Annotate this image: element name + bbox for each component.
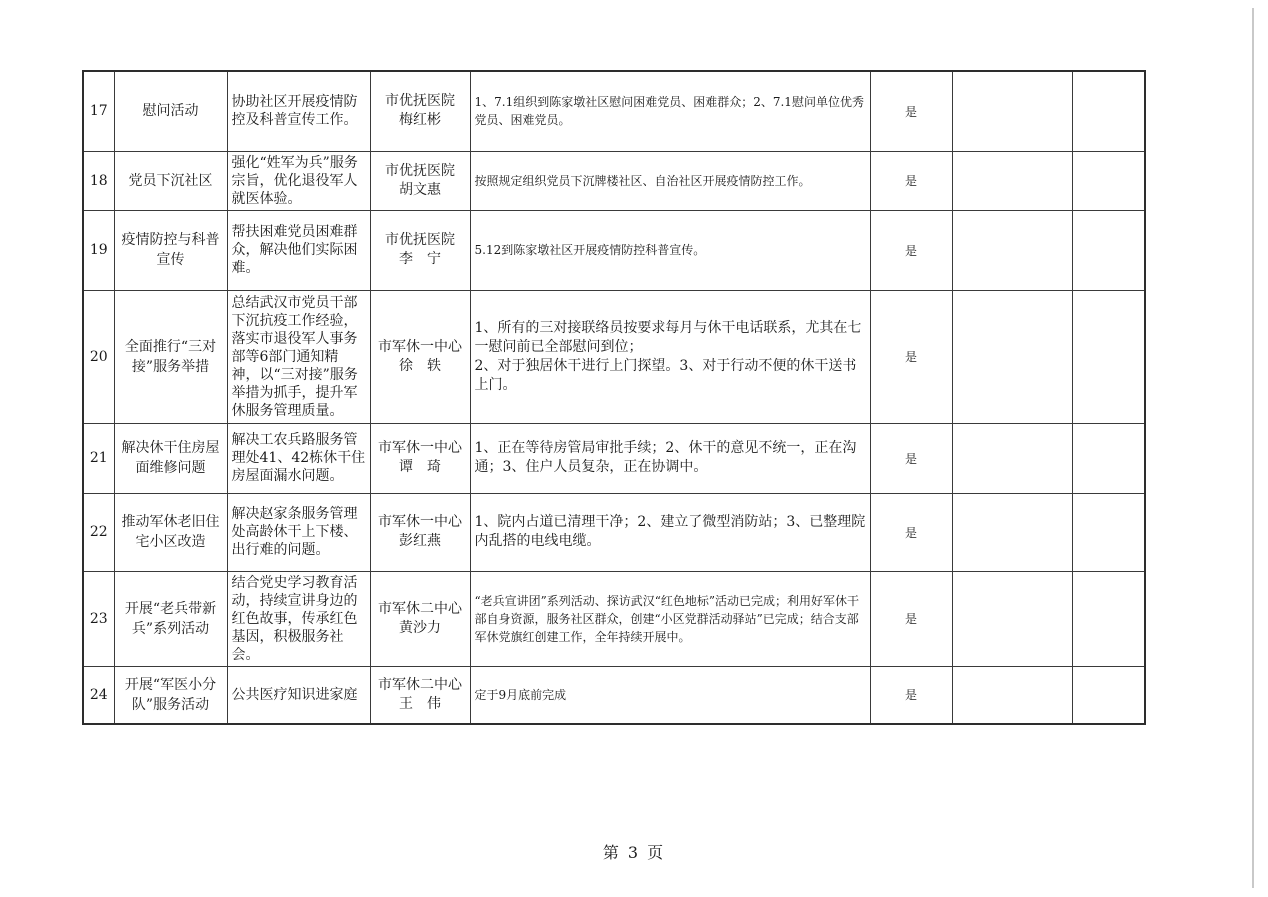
blank-cell xyxy=(1072,290,1145,423)
completed-flag: 是 xyxy=(870,571,952,666)
completed-flag: 是 xyxy=(870,423,952,493)
progress-note: 1、所有的三对接联络员按要求每月与休干电话联系，尤其在七一慰问前已全部慰问到位； 2、对于独居休干进行上门探望。3、对于行动不便的休干送书上门。 xyxy=(470,290,870,423)
progress-note: “老兵宣讲团”系列活动、探访武汉“红色地标”活动已完成；利用好军休干部自身资源，服务社区群众，创建“小区党群活动驿站”已完成；结合支部军休党旗红创建工作，全年持续开展中。 xyxy=(470,571,870,666)
blank-cell xyxy=(952,666,1072,724)
blank-cell xyxy=(1072,151,1145,210)
progress-note: 1、正在等待房管局审批手续；2、休干的意见不统一，正在沟通；3、住户人员复杂，正在协调中。 xyxy=(470,423,870,493)
progress-note: 按照规定组织党员下沉牌楼社区、自治社区开展疫情防控工作。 xyxy=(470,151,870,210)
blank-cell xyxy=(952,493,1072,571)
task-name: 开展“军医小分队”服务活动 xyxy=(114,666,227,724)
blank-cell xyxy=(952,210,1072,290)
row-number: 23 xyxy=(83,571,114,666)
table-row xyxy=(83,71,1145,151)
responsible-unit: 市军休一中心 徐 轶 xyxy=(370,290,470,423)
table-row xyxy=(83,423,1145,493)
blank-cell xyxy=(1072,210,1145,290)
progress-note: 定于9月底前完成 xyxy=(470,666,870,724)
table-row xyxy=(83,290,1145,423)
row-number: 21 xyxy=(83,423,114,493)
task-name: 党员下沉社区 xyxy=(114,151,227,210)
task-name: 解决休干住房屋面维修问题 xyxy=(114,423,227,493)
table-row xyxy=(83,666,1145,724)
task-name: 慰问活动 xyxy=(114,71,227,151)
blank-cell xyxy=(952,423,1072,493)
responsible-unit: 市军休一中心 谭 琦 xyxy=(370,423,470,493)
responsible-unit: 市军休二中心 黄沙力 xyxy=(370,571,470,666)
blank-cell xyxy=(952,571,1072,666)
completed-flag: 是 xyxy=(870,493,952,571)
blank-cell xyxy=(952,290,1072,423)
task-goal: 结合党史学习教育活动，持续宣讲身边的红色故事，传承红色基因，积极服务社会。 xyxy=(227,571,370,666)
row-number: 22 xyxy=(83,493,114,571)
scan-edge-line xyxy=(1252,8,1254,888)
task-goal: 解决工农兵路服务管理处41、42栋休干住房屋面漏水问题。 xyxy=(227,423,370,493)
responsible-unit: 市优抚医院 梅红彬 xyxy=(370,71,470,151)
completed-flag: 是 xyxy=(870,666,952,724)
row-number: 18 xyxy=(83,151,114,210)
responsible-unit: 市军休一中心 彭红燕 xyxy=(370,493,470,571)
responsible-unit: 市军休二中心 王 伟 xyxy=(370,666,470,724)
task-name: 全面推行“三对接”服务举措 xyxy=(114,290,227,423)
responsible-unit: 市优抚医院 胡文惠 xyxy=(370,151,470,210)
row-number: 24 xyxy=(83,666,114,724)
progress-note: 1、7.1组织到陈家墩社区慰问困难党员、困难群众；2、7.1慰问单位优秀党员、困难党员。 xyxy=(470,71,870,151)
task-goal: 解决赵家条服务管理处高龄休干上下楼、出行难的问题。 xyxy=(227,493,370,571)
task-name: 疫情防控与科普宣传 xyxy=(114,210,227,290)
task-goal: 协助社区开展疫情防控及科普宣传工作。 xyxy=(227,71,370,151)
table-row xyxy=(83,210,1145,290)
completed-flag: 是 xyxy=(870,71,952,151)
row-number: 19 xyxy=(83,210,114,290)
blank-cell xyxy=(1072,71,1145,151)
task-goal: 强化“姓军为兵”服务宗旨，优化退役军人就医体验。 xyxy=(227,151,370,210)
blank-cell xyxy=(1072,493,1145,571)
blank-cell xyxy=(1072,423,1145,493)
task-name: 开展“老兵带新兵”系列活动 xyxy=(114,571,227,666)
row-number: 20 xyxy=(83,290,114,423)
table-row xyxy=(83,151,1145,210)
completed-flag: 是 xyxy=(870,210,952,290)
progress-note: 5.12到陈家墩社区开展疫情防控科普宣传。 xyxy=(470,210,870,290)
task-goal: 总结武汉市党员干部下沉抗疫工作经验，落实市退役军人事务部等6部门通知精神，以“三对接”服务举措为抓手，提升军休服务管理质量。 xyxy=(227,290,370,423)
blank-cell xyxy=(952,151,1072,210)
table-row xyxy=(83,571,1145,666)
table-row xyxy=(83,493,1145,571)
row-number: 17 xyxy=(83,71,114,151)
task-table xyxy=(82,70,1146,725)
task-name: 推动军休老旧住宅小区改造 xyxy=(114,493,227,571)
blank-cell xyxy=(1072,666,1145,724)
task-goal: 公共医疗知识进家庭 xyxy=(227,666,370,724)
blank-cell xyxy=(952,71,1072,151)
completed-flag: 是 xyxy=(870,151,952,210)
blank-cell xyxy=(1072,571,1145,666)
responsible-unit: 市优抚医院 李 宁 xyxy=(370,210,470,290)
progress-note: 1、院内占道已清理干净；2、建立了微型消防站；3、已整理院内乱搭的电线电缆。 xyxy=(470,493,870,571)
page-number: 第 3 页 xyxy=(602,843,666,862)
completed-flag: 是 xyxy=(870,290,952,423)
task-goal: 帮扶困难党员困难群众，解决他们实际困难。 xyxy=(227,210,370,290)
